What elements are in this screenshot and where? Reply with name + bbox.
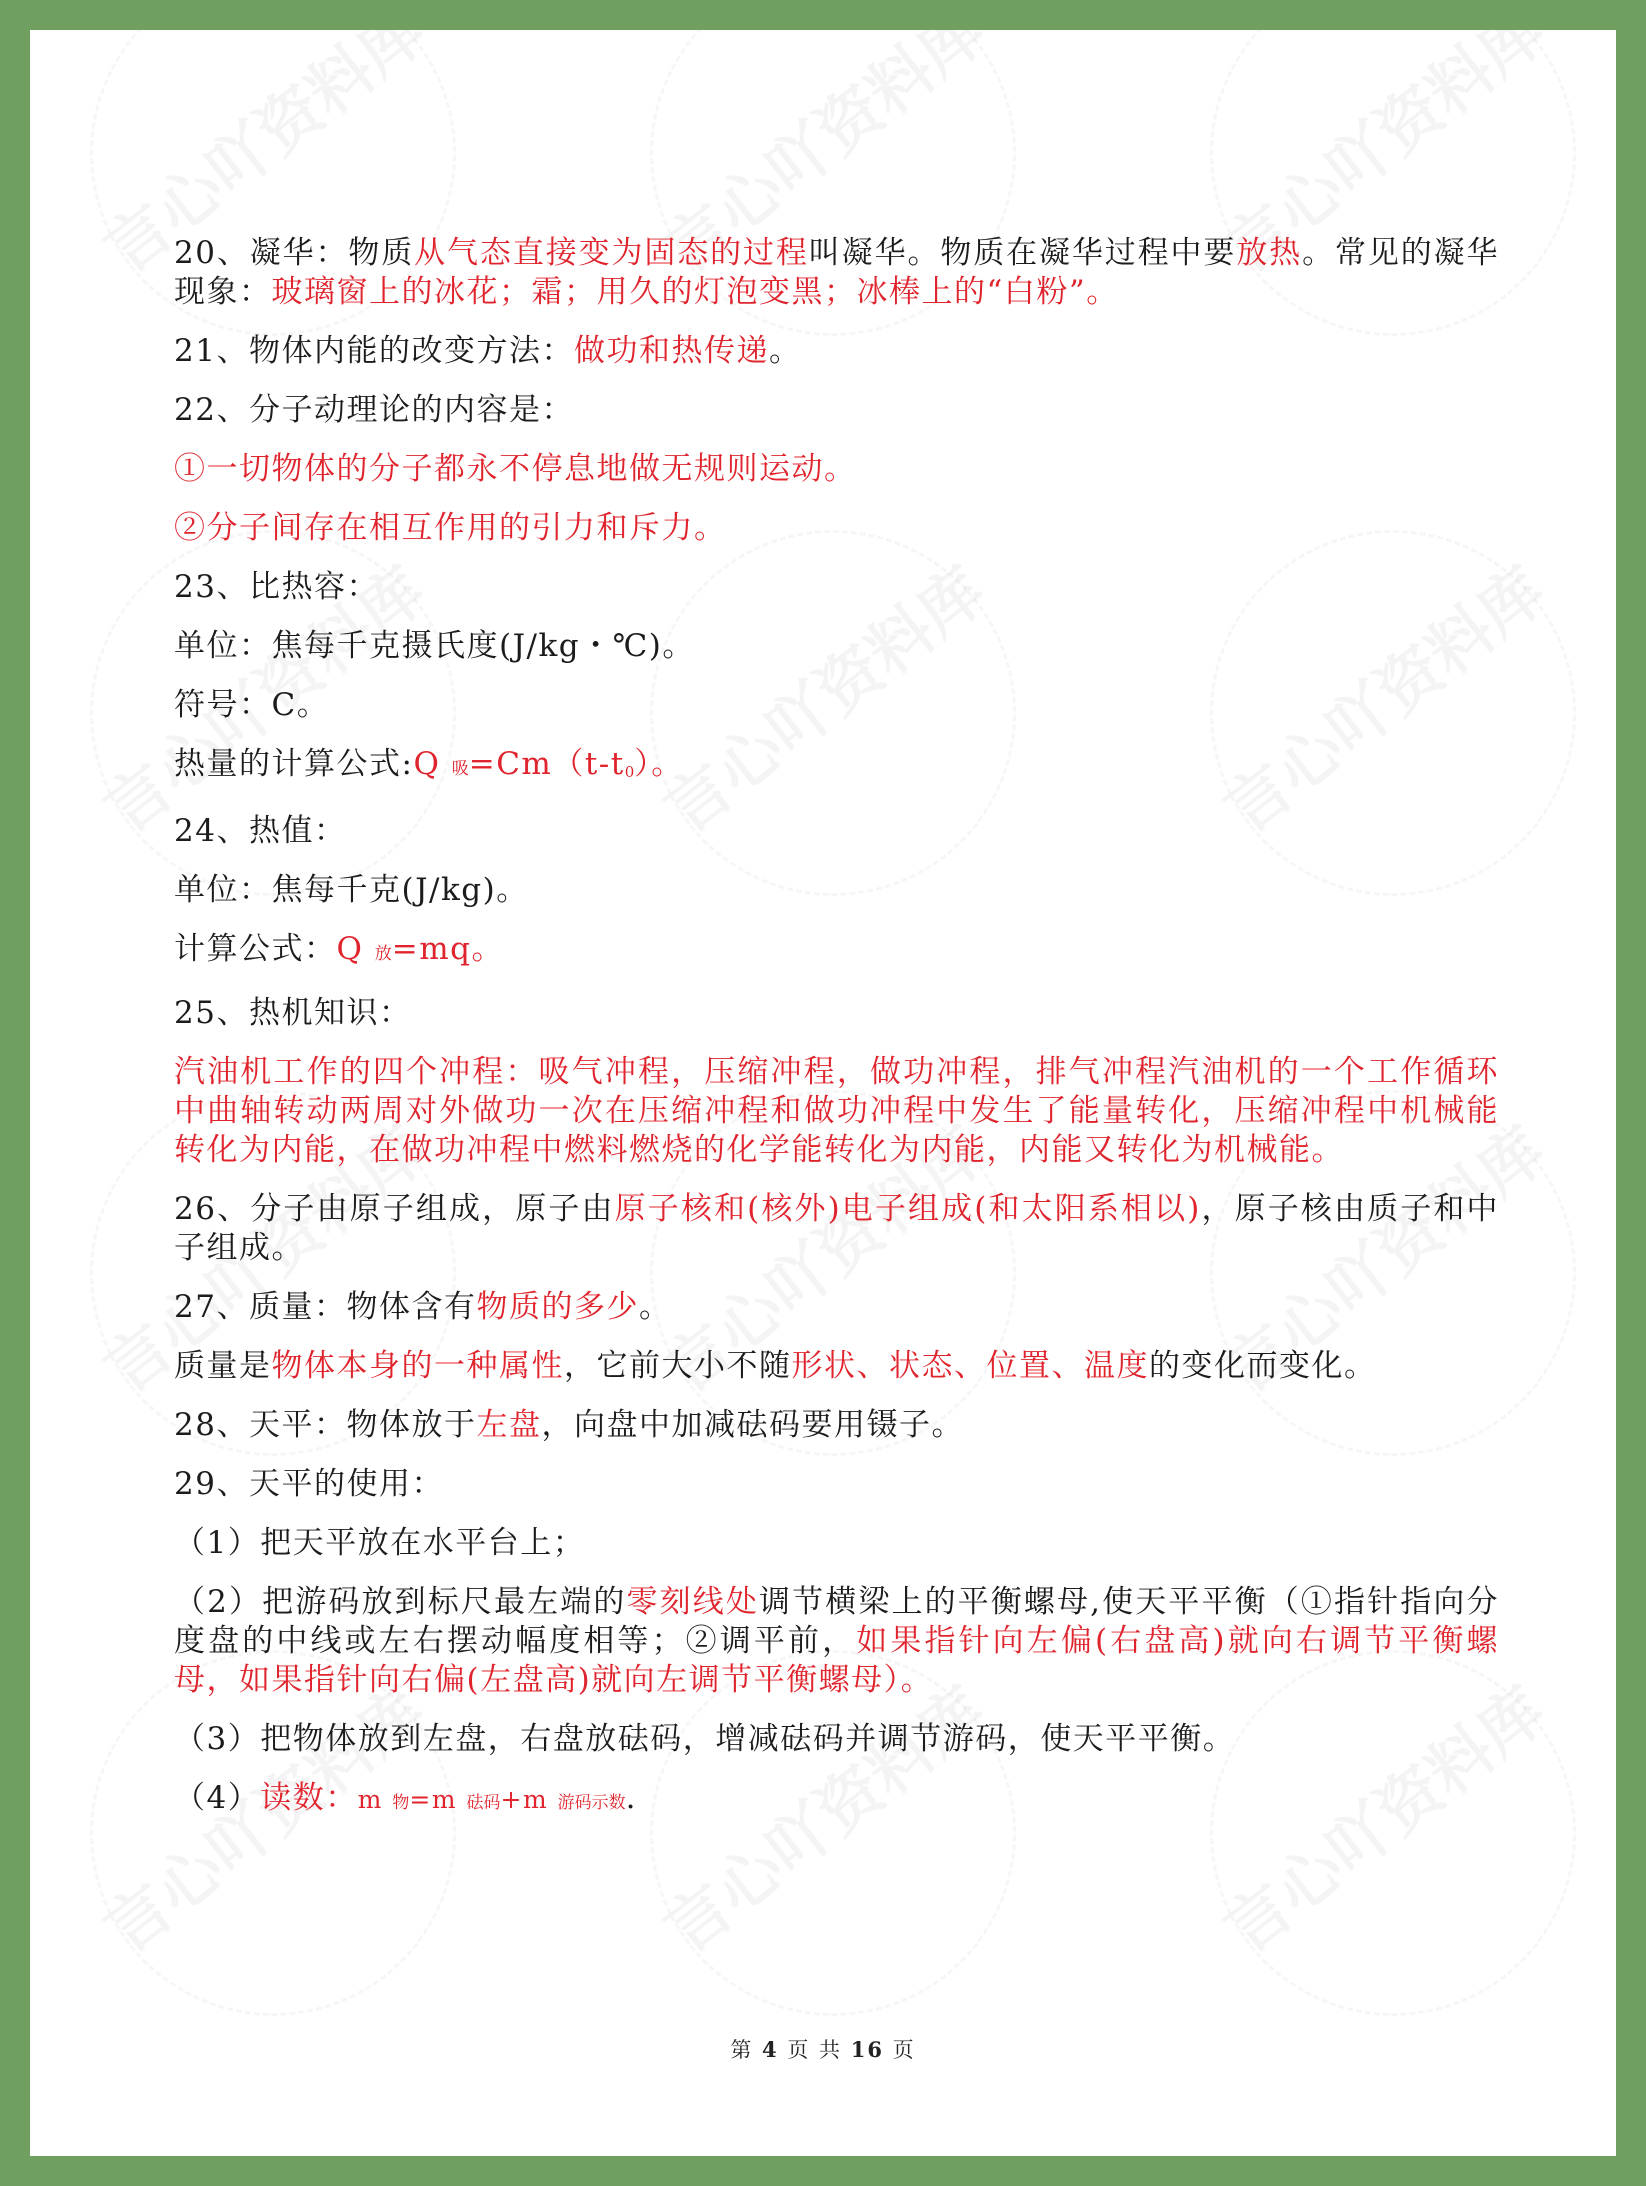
key-term: 读数： [260, 1780, 358, 1816]
item-29-step-3: （3）把物体放到左盘，右盘放砝码，增减砝码并调节游码，使天平平衡。 [174, 1721, 1236, 1757]
text: 21、物体内能的改变方法： [174, 333, 574, 369]
item-28 [174, 1406, 1499, 1445]
text: ，它前大小不随 [564, 1348, 792, 1384]
text: （2）把游码放到标尺最左端的 [174, 1584, 627, 1620]
key-term: 从气态直接变为固态的过程 [414, 235, 809, 271]
key-term: 物体本身的一种属性 [271, 1348, 564, 1384]
text: 调节横梁上的平衡螺母,使天平平衡（①指针指向分度盘的中线或左右摆动幅度相等；②调平前， [174, 1584, 1500, 1659]
text: ，向盘中加减砝码要用镊子。 [541, 1407, 964, 1443]
text: 质量是 [174, 1348, 272, 1384]
text: ，原子核由质子和中子组成。 [174, 1191, 1499, 1266]
item-25-body: 汽油机工作的四个冲程：吸气冲程，压缩冲程，做功冲程，排气冲程汽油机的一个工作循环中曲轴转动两周对外做功一次在压缩冲程和做功冲程中发生了能量转化，压缩冲程中机械能转化为内能，在做功冲程中燃料燃烧的化学能转化为内能，内能又转化为机械能。 [174, 1054, 1499, 1168]
formula-subscript: 放 [374, 944, 392, 964]
text: 27、质量：物体含有 [174, 1289, 477, 1325]
item-23-unit: 单位：焦每千克摄氏度(J/kg・℃)。 [174, 628, 695, 664]
item-29-step-2 [174, 1583, 1499, 1700]
text: 的变化而变化。 [1149, 1348, 1377, 1384]
page-footer [30, 2034, 1616, 2064]
page-number: 4 [762, 2037, 779, 2062]
item-24-title: 24、热值： [174, 813, 347, 849]
item-23-title: 23、比热容： [174, 569, 379, 605]
formula-subscript: 砝码 [466, 1793, 501, 1813]
item-22-point-2: ②分子间存在相互作用的引力和斥力。 [174, 510, 727, 546]
key-term: 原子核和(核外)电子组成(和太阳系相以) [614, 1191, 1201, 1227]
item-29-step-1: （1）把天平放在水平台上； [174, 1525, 586, 1561]
formula-part: Q [336, 931, 364, 967]
document-page [30, 30, 1616, 2156]
item-24-unit: 单位：焦每千克(J/kg)。 [174, 872, 529, 908]
text: 。常见的凝华现象： [174, 235, 1500, 310]
item-23-symbol: 符号：C。 [174, 687, 330, 723]
item-21 [174, 332, 1499, 371]
formula-subscript: 0 [624, 763, 635, 781]
key-term: 形状、状态、位置、温度 [791, 1348, 1149, 1384]
formula-part: =Cm（t-t [468, 746, 625, 782]
formula-subscript: 物 [392, 1793, 410, 1813]
formula-part: Q [413, 746, 441, 782]
item-26 [174, 1190, 1499, 1268]
text: 28、天平：物体放于 [174, 1407, 477, 1443]
text: 20、凝华：物质 [174, 235, 415, 271]
text: 叫凝华。物质在凝华过程中要 [808, 235, 1237, 271]
key-term: 玻璃窗上的冰花；霜；用久的灯泡变黑；冰棒上的“白粉”。 [271, 274, 1119, 310]
formula-part: ）。 [634, 746, 684, 782]
mass-reading-formula [358, 1785, 626, 1814]
text: （4） [174, 1780, 261, 1816]
formula-part: m [357, 1785, 383, 1814]
key-term: 物质的多少 [476, 1289, 639, 1325]
text: 。 [638, 1289, 672, 1325]
item-29-title: 29、天平的使用： [174, 1466, 444, 1502]
key-term: 放热 [1236, 235, 1303, 271]
footer-text: 页 [892, 2038, 916, 2062]
item-25-title: 25、热机知识： [174, 995, 412, 1031]
key-term: 零刻线处 [626, 1584, 759, 1620]
formula-subscript: 游码示数 [557, 1793, 626, 1813]
text: . [625, 1780, 637, 1816]
footer-text: 第 [730, 2038, 754, 2062]
formula-subscript: 吸 [451, 759, 469, 779]
formula-part: =m [409, 1785, 458, 1814]
heat-value-formula [337, 931, 505, 967]
formula-part: +m [500, 1785, 549, 1814]
item-27-property [174, 1347, 1499, 1386]
document-body [174, 234, 1499, 1843]
item-22-point-1: ①一切物体的分子都永不停息地做无规则运动。 [174, 451, 857, 487]
item-29-step-4 [174, 1779, 1499, 1823]
item-24-formula [174, 930, 1499, 974]
text: 26、分子由原子组成，原子由 [174, 1191, 615, 1227]
item-27 [174, 1288, 1499, 1327]
text: 22、分子动理论的内容是： [174, 392, 574, 428]
item-23-formula [174, 745, 1499, 792]
key-term: 做功和热传递 [573, 333, 769, 369]
footer-text: 页 共 [787, 2038, 843, 2062]
text: 。 [768, 333, 802, 369]
total-pages: 16 [850, 2037, 884, 2062]
formula-part: =mq。 [391, 931, 504, 967]
key-term: 如果指针向左偏(右盘高)就向右调节平衡螺母，如果指针向右偏(左盘高)就向左调节平衡螺母）。 [174, 1623, 1500, 1698]
item-22 [174, 391, 1499, 430]
item-20 [174, 234, 1499, 312]
formula-label: 热量的计算公式: [174, 746, 414, 782]
key-term: 左盘 [476, 1407, 542, 1443]
heat-formula [413, 746, 683, 782]
formula-label: 计算公式： [174, 931, 337, 967]
